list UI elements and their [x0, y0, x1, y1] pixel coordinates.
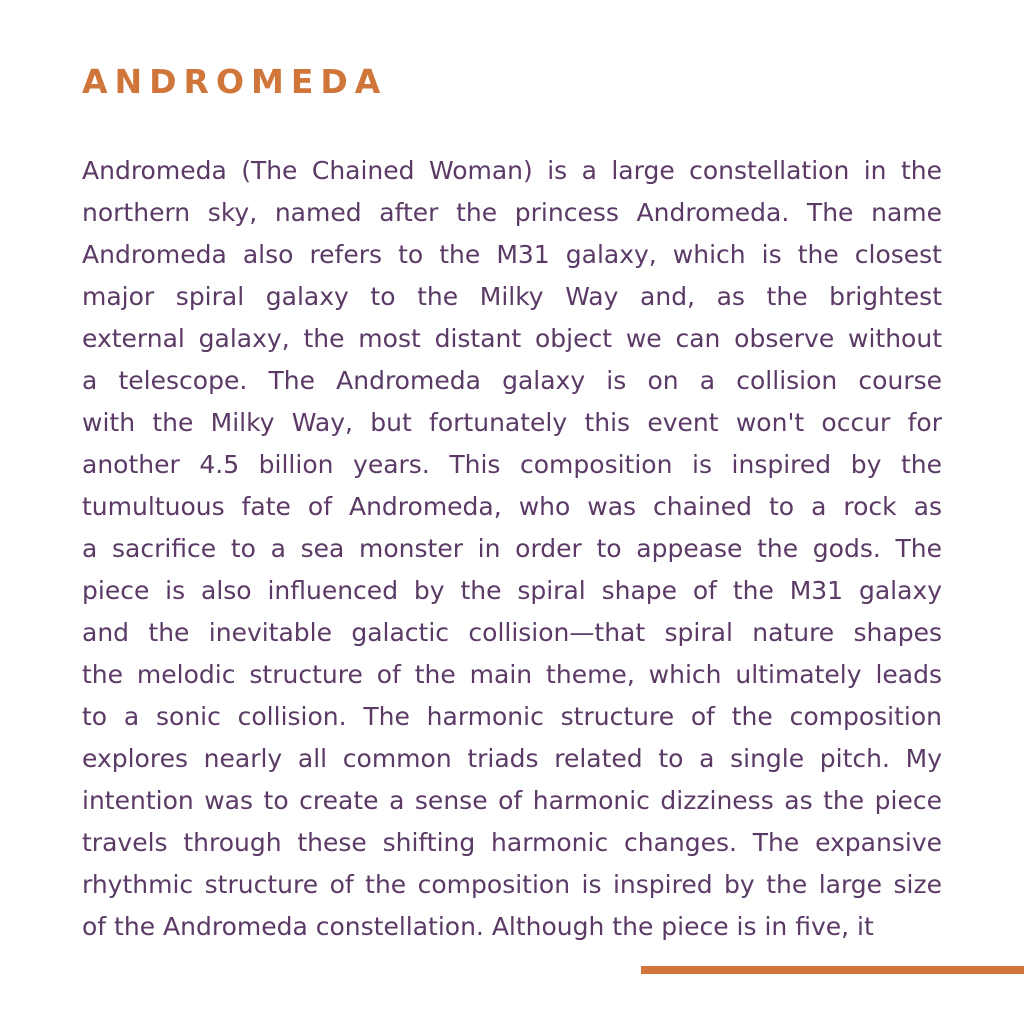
body-line: another 4.5 billion years. This composition is inspired by the: [82, 450, 942, 479]
body-line: tumultuous fate of Andromeda, who was chained to a rock as: [82, 492, 942, 521]
body-line: Andromeda also refers to the M31 galaxy, which is the closest: [82, 240, 942, 269]
page-title: ANDROMEDA: [82, 62, 388, 101]
body-line: intention was to create a sense of harmonic dizziness as the piece: [82, 786, 942, 815]
body-line: explores nearly all common triads related to a single pitch. My: [82, 744, 942, 773]
body-paragraph: [82, 150, 942, 948]
body-line: external galaxy, the most distant object we can observe without: [82, 324, 942, 353]
body-line: travels through these shifting harmonic changes. The expansive: [82, 828, 942, 857]
body-line: a telescope. The Andromeda galaxy is on a collision course: [82, 366, 942, 395]
body-line: rhythmic structure of the composition is inspired by the large size: [82, 870, 942, 899]
accent-divider: [641, 966, 1024, 974]
body-line: of the Andromeda constellation. Although the piece is in five, it: [82, 912, 874, 941]
body-line: northern sky, named after the princess Andromeda. The name: [82, 198, 942, 227]
body-line: the melodic structure of the main theme, which ultimately leads: [82, 660, 942, 689]
body-line: with the Milky Way, but fortunately this event won't occur for: [82, 408, 942, 437]
body-line: to a sonic collision. The harmonic structure of the composition: [82, 702, 942, 731]
body-line: major spiral galaxy to the Milky Way and, as the brightest: [82, 282, 942, 311]
body-line: Andromeda (The Chained Woman) is a large constellation in the: [82, 156, 942, 185]
body-line: and the inevitable galactic collision—that spiral nature shapes: [82, 618, 942, 647]
body-line: piece is also influenced by the spiral shape of the M31 galaxy: [82, 576, 942, 605]
body-line: a sacrifice to a sea monster in order to appease the gods. The: [82, 534, 942, 563]
